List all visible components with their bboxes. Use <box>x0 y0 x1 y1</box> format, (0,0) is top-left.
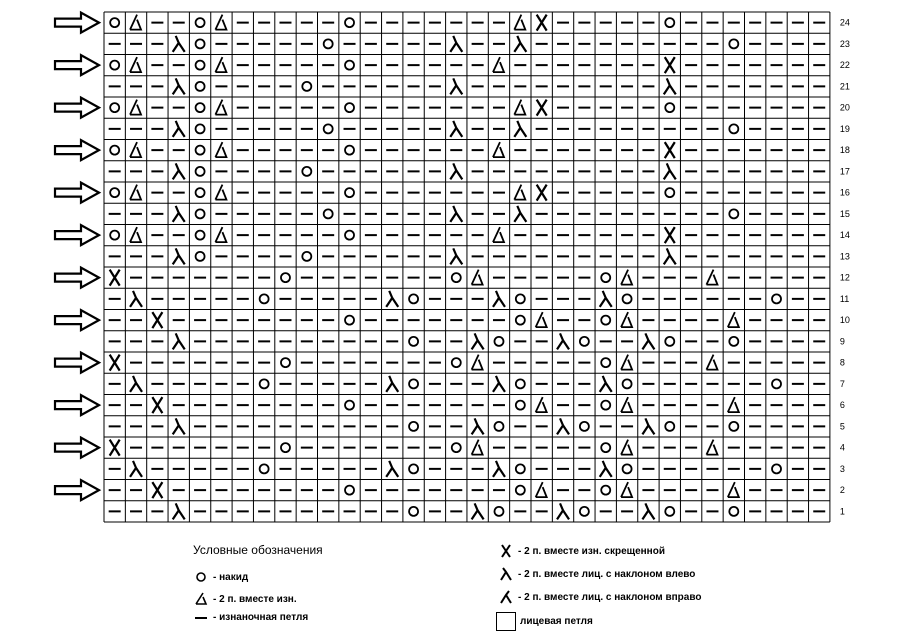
p2tog-mark <box>130 142 141 157</box>
yarn-over-mark <box>516 486 525 495</box>
p2tog-mark <box>493 142 504 157</box>
p2tog-mark <box>130 100 141 115</box>
k2tog-left-mark <box>450 121 462 137</box>
p2tog-mark <box>472 355 483 370</box>
k2tog-left-mark <box>600 461 612 477</box>
yarn-over-mark <box>409 507 418 516</box>
yarn-over-mark <box>409 294 418 303</box>
k2tog-left-mark <box>493 461 505 477</box>
row-arrow-icon <box>55 268 99 288</box>
row-number: 9 <box>839 336 845 347</box>
p2tog-mark <box>472 270 483 285</box>
row-number: 2 <box>839 485 845 496</box>
yarn-over-mark <box>110 61 119 70</box>
row-number: 23 <box>839 38 850 49</box>
p2tog-mark <box>215 227 226 242</box>
p2tog-mark <box>621 440 632 455</box>
yarn-over-mark <box>409 464 418 473</box>
k2tog-left-mark <box>557 503 569 519</box>
legend-label-knit: лицевая петля <box>520 616 593 627</box>
p2tog-mark <box>514 100 525 115</box>
k2tog-left-mark <box>664 163 676 179</box>
k2tog-left-mark <box>173 206 185 222</box>
p2tog-mark <box>130 57 141 72</box>
yarn-over-mark <box>601 273 610 282</box>
p2tog-crossed-mark <box>537 100 547 116</box>
yarn-over-mark <box>345 486 354 495</box>
k2tog-left-mark <box>514 206 526 222</box>
p2tog-mark <box>621 270 632 285</box>
yarn-over-mark <box>665 337 674 346</box>
yarn-over-mark <box>516 401 525 410</box>
yarn-over-mark <box>196 18 205 27</box>
yarn-over-mark <box>452 443 461 452</box>
row-number: 13 <box>839 251 850 262</box>
yarn-over-mark <box>345 103 354 112</box>
p2tog-crossed-mark <box>152 312 162 328</box>
yarn-over-mark <box>494 422 503 431</box>
k2tog-left-mark <box>450 36 462 52</box>
p2tog-crossed-mark <box>665 57 675 73</box>
k2tog-left-mark <box>386 291 398 307</box>
yarn-over-mark <box>665 188 674 197</box>
k2tog-left-mark <box>450 248 462 264</box>
yarn-over-mark <box>281 358 290 367</box>
yarn-over-mark <box>772 464 781 473</box>
yarn-over-mark <box>196 167 205 176</box>
yarn-over-mark <box>580 507 589 516</box>
p2tog-mark <box>215 57 226 72</box>
row-arrow-icon <box>55 480 99 500</box>
yarn-over-mark <box>452 358 461 367</box>
yarn-over-mark <box>516 464 525 473</box>
p2tog-crossed-mark <box>152 482 162 498</box>
yarn-over-mark <box>345 188 354 197</box>
row-number: 21 <box>839 81 850 92</box>
k2tog-left-icon <box>498 566 514 582</box>
yarn-over-mark <box>409 422 418 431</box>
k2tog-left-mark <box>450 206 462 222</box>
yarn-over-mark <box>516 294 525 303</box>
p2tog-mark <box>621 312 632 327</box>
k2tog-left-mark <box>173 503 185 519</box>
yarn-over-mark <box>281 273 290 282</box>
yarn-over-mark <box>623 379 632 388</box>
yarn-over-mark <box>196 39 205 48</box>
row-number: 5 <box>839 421 845 432</box>
yarn-over-mark <box>345 61 354 70</box>
k2tog-left-mark <box>173 418 185 434</box>
yarn-over-mark <box>601 358 610 367</box>
k2tog-left-mark <box>514 36 526 52</box>
row-arrow-icon <box>55 183 99 203</box>
yarn-over-mark <box>302 252 311 261</box>
yarn-over-mark <box>729 209 738 218</box>
p2tog-crossed-mark <box>152 397 162 413</box>
p2tog-mark <box>536 397 547 412</box>
yarn-over-mark <box>324 39 333 48</box>
yarn-over-mark <box>623 294 632 303</box>
p2tog-mark <box>536 482 547 497</box>
k2tog-left-mark <box>450 163 462 179</box>
yarn-over-mark <box>196 82 205 91</box>
k2tog-left-mark <box>472 418 484 434</box>
yarn-over-mark <box>302 167 311 176</box>
yarn-over-mark <box>665 507 674 516</box>
k2tog-left-mark <box>450 78 462 94</box>
k2tog-right-icon <box>498 589 514 605</box>
legend-item-k2tog-left <box>498 566 695 582</box>
yarn-over-mark <box>409 337 418 346</box>
p2tog-crossed-mark <box>537 15 547 31</box>
yarn-over-mark <box>729 507 738 516</box>
yarn-over-mark <box>324 124 333 133</box>
yarn-over-mark <box>345 231 354 240</box>
yarn-over-mark <box>580 337 589 346</box>
legend-label-purl: - изнаночная петля <box>213 612 309 623</box>
k2tog-left-mark <box>600 291 612 307</box>
p2tog-crossed-mark <box>665 142 675 158</box>
yarn-over-mark <box>260 294 269 303</box>
p2tog-mark <box>706 270 717 285</box>
yarn-over-mark <box>665 422 674 431</box>
yarn-over-mark <box>324 209 333 218</box>
row-number: 18 <box>839 145 850 156</box>
p2tog-crossed-mark <box>110 270 120 286</box>
p2tog-crossed-mark <box>110 355 120 371</box>
yarn-over-mark <box>196 209 205 218</box>
yarn-over-mark <box>302 82 311 91</box>
yarn-over-mark <box>345 146 354 155</box>
k2tog-left-mark <box>664 78 676 94</box>
yarn-over-mark <box>516 379 525 388</box>
p2tog-mark <box>215 185 226 200</box>
p2tog-mark <box>621 397 632 412</box>
row-number: 15 <box>839 208 850 219</box>
p2tog-mark <box>621 482 632 497</box>
yarn-over-mark <box>729 124 738 133</box>
row-arrow-icon <box>55 310 99 330</box>
k2tog-left-mark <box>386 461 398 477</box>
yarn-over-mark <box>196 252 205 261</box>
yarn-over-mark <box>516 316 525 325</box>
yarn-over-mark <box>729 422 738 431</box>
row-number: 19 <box>839 123 850 134</box>
yarn-over-mark <box>601 486 610 495</box>
row-number: 10 <box>839 315 850 326</box>
k2tog-left-mark <box>173 36 185 52</box>
k2tog-left-mark <box>173 121 185 137</box>
row-number: 24 <box>839 17 850 28</box>
yarn-over-mark <box>260 379 269 388</box>
yarn-over-mark <box>345 18 354 27</box>
k2tog-left-mark <box>472 503 484 519</box>
p2tog-mark <box>130 15 141 30</box>
k2tog-left-mark <box>130 376 142 392</box>
row-number: 14 <box>839 230 850 241</box>
row-arrow-icon <box>55 353 99 373</box>
k2tog-left-mark <box>557 333 569 349</box>
yarn-over-mark <box>665 103 674 112</box>
p2tog-mark <box>728 397 739 412</box>
purl-icon <box>193 613 209 623</box>
yarn-over-mark <box>110 18 119 27</box>
yarn-over-mark <box>580 422 589 431</box>
legend-label-k2tog-right: - 2 п. вместе лиц. с наклоном вправо <box>518 591 702 603</box>
k2tog-left-mark <box>514 121 526 137</box>
yarn-over-mark <box>729 39 738 48</box>
yarn-over-mark <box>196 146 205 155</box>
yarn-over-mark <box>110 146 119 155</box>
k2tog-left-mark <box>664 248 676 264</box>
yarn-over-mark <box>494 507 503 516</box>
row-arrow-icon <box>55 438 99 458</box>
p2tog-mark <box>514 15 525 30</box>
p2tog-mark <box>472 440 483 455</box>
row-arrow-icon <box>55 98 99 118</box>
yarn-over-mark <box>110 103 119 112</box>
p2tog-mark <box>130 185 141 200</box>
legend-item-purl <box>193 612 308 623</box>
row-number: 3 <box>839 463 845 474</box>
yarn-over-mark <box>260 464 269 473</box>
legend-item-knit <box>496 612 593 631</box>
p2tog-mark <box>621 355 632 370</box>
p2tog-mark <box>706 440 717 455</box>
legend-title: Условные обозначения <box>193 543 323 557</box>
legend-item-p2tog-crossed <box>498 543 665 559</box>
p2tog-mark <box>728 312 739 327</box>
row-arrow-icon <box>55 55 99 75</box>
p2tog-crossed-mark <box>537 185 547 201</box>
k2tog-left-mark <box>493 291 505 307</box>
legend-item-k2tog-right <box>498 589 701 605</box>
row-number: 4 <box>839 442 845 453</box>
yarn-over-mark <box>494 337 503 346</box>
k2tog-left-mark <box>557 418 569 434</box>
p2tog-crossed-mark <box>110 440 120 456</box>
k2tog-left-mark <box>642 333 654 349</box>
yarn-over-icon <box>193 570 209 584</box>
row-number: 12 <box>839 272 850 283</box>
p2tog-mark <box>728 482 739 497</box>
k2tog-left-mark <box>130 291 142 307</box>
yarn-over-mark <box>601 443 610 452</box>
p2tog-mark <box>706 355 717 370</box>
p2tog-mark <box>130 227 141 242</box>
yarn-over-mark <box>196 61 205 70</box>
p2tog-mark <box>215 15 226 30</box>
p2tog-crossed-icon <box>498 543 514 559</box>
row-number: 17 <box>839 166 850 177</box>
k2tog-left-mark <box>642 503 654 519</box>
yarn-over-mark <box>345 316 354 325</box>
row-number: 22 <box>839 60 850 71</box>
p2tog-mark <box>493 227 504 242</box>
yarn-over-mark <box>281 443 290 452</box>
row-number: 6 <box>839 400 845 411</box>
row-number: 8 <box>839 357 845 368</box>
k2tog-left-mark <box>600 376 612 392</box>
legend-item-yarn-over <box>193 570 248 584</box>
p2tog-mark <box>215 142 226 157</box>
yarn-over-mark <box>772 379 781 388</box>
row-number: 20 <box>839 102 850 113</box>
row-arrow-icon <box>55 225 99 245</box>
k2tog-left-mark <box>173 333 185 349</box>
yarn-over-mark <box>601 401 610 410</box>
legend-label-p2tog: - 2 п. вместе изн. <box>213 593 297 605</box>
p2tog-mark <box>493 57 504 72</box>
p2tog-crossed-mark <box>665 227 675 243</box>
k2tog-left-mark <box>173 248 185 264</box>
yarn-over-mark <box>196 124 205 133</box>
k2tog-left-mark <box>173 163 185 179</box>
row-number: 11 <box>839 293 850 304</box>
yarn-over-mark <box>623 464 632 473</box>
yarn-over-mark <box>196 231 205 240</box>
k2tog-left-mark <box>472 333 484 349</box>
legend-label-p2tog-crossed: - 2 п. вместе изн. скрещенной <box>518 545 665 557</box>
p2tog-mark <box>536 312 547 327</box>
k2tog-left-mark <box>386 376 398 392</box>
yarn-over-mark <box>110 188 119 197</box>
k2tog-left-mark <box>173 78 185 94</box>
row-arrow-icon <box>55 13 99 33</box>
k2tog-left-mark <box>642 418 654 434</box>
yarn-over-mark <box>452 273 461 282</box>
row-number: 1 <box>839 506 845 517</box>
yarn-over-mark <box>196 103 205 112</box>
yarn-over-mark <box>409 379 418 388</box>
yarn-over-mark <box>110 231 119 240</box>
k2tog-left-mark <box>130 461 142 477</box>
p2tog-icon <box>193 591 209 607</box>
legend-item-p2tog <box>193 591 297 607</box>
yarn-over-mark <box>772 294 781 303</box>
yarn-over-mark <box>345 401 354 410</box>
yarn-over-mark <box>601 316 610 325</box>
row-arrow-icon <box>55 140 99 160</box>
knit-icon <box>496 612 516 631</box>
row-number: 7 <box>839 378 845 389</box>
legend-label-k2tog-left: - 2 п. вместе лиц. с наклоном влево <box>518 568 696 580</box>
yarn-over-mark <box>665 18 674 27</box>
p2tog-mark <box>215 100 226 115</box>
legend-label-yarn-over: - накид <box>213 571 249 583</box>
yarn-over-mark <box>729 337 738 346</box>
k2tog-left-mark <box>493 376 505 392</box>
row-number: 16 <box>839 187 850 198</box>
yarn-over-mark <box>196 188 205 197</box>
p2tog-mark <box>514 185 525 200</box>
row-arrow-icon <box>55 395 99 415</box>
